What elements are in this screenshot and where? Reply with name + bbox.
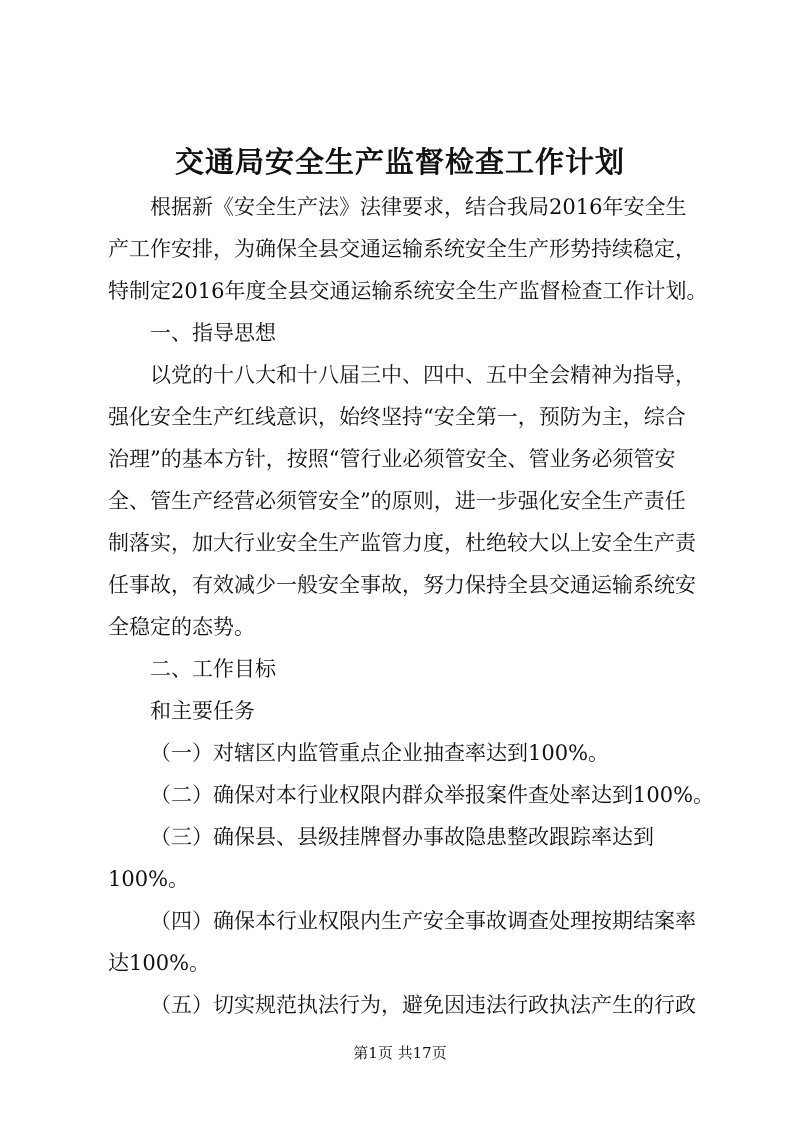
paragraph-line: 任事故，有效减少一般安全事故，努力保持全县交通运输系统安 [108, 573, 696, 597]
section-heading: 和主要任务 [150, 699, 255, 723]
section-heading: 一、指导思想 [150, 321, 276, 345]
paragraph-line: 强化安全生产红线意识，始终坚持“安全第一，预防为主，综合 [108, 405, 686, 429]
list-item: （一）对辖区内监管重点企业抽查率达到100%。 [150, 741, 610, 765]
list-item: （四）确保本行业权限内生产安全事故调查处理按期结案率 [150, 909, 696, 933]
section-heading: 二、工作目标 [150, 657, 276, 681]
paragraph-line: 根据新《安全生产法》法律要求，结合我局2016年安全生 [150, 195, 687, 219]
paragraph-line: 以党的十八大和十八届三中、四中、五中全会精神为指导， [150, 363, 696, 387]
list-item-continuation: 100%。 [108, 867, 190, 891]
list-item: （五）切实规范执法行为，避免因违法行政执法产生的行政 [150, 993, 696, 1017]
paragraph-line: 全、管生产经营必须管安全”的原则，进一步强化安全生产责任 [108, 489, 686, 513]
list-item-continuation: 达100%。 [108, 951, 211, 975]
paragraph-line: 制落实，加大行业安全生产监管力度，杜绝较大以上安全生产责 [108, 531, 696, 555]
list-item: （二）确保对本行业权限内群众举报案件查处率达到100%。 [150, 783, 715, 807]
document-title: 交通局安全生产监督检查工作计划 [174, 145, 625, 179]
paragraph-line: 治理”的基本方针，按照“管行业必须管安全、管业务必须管安 [108, 447, 676, 471]
paragraph-line: 产工作安排，为确保全县交通运输系统安全生产形势持续稳定， [108, 237, 696, 261]
list-item: （三）确保县、县级挂牌督办事故隐患整改跟踪率达到 [150, 825, 654, 849]
paragraph-line: 特制定2016年度全县交通运输系统安全生产监督检查工作计划。 [108, 279, 708, 303]
paragraph-line: 全稳定的态势。 [108, 615, 255, 639]
page-indicator: 第1页 共17页 [353, 1044, 447, 1062]
